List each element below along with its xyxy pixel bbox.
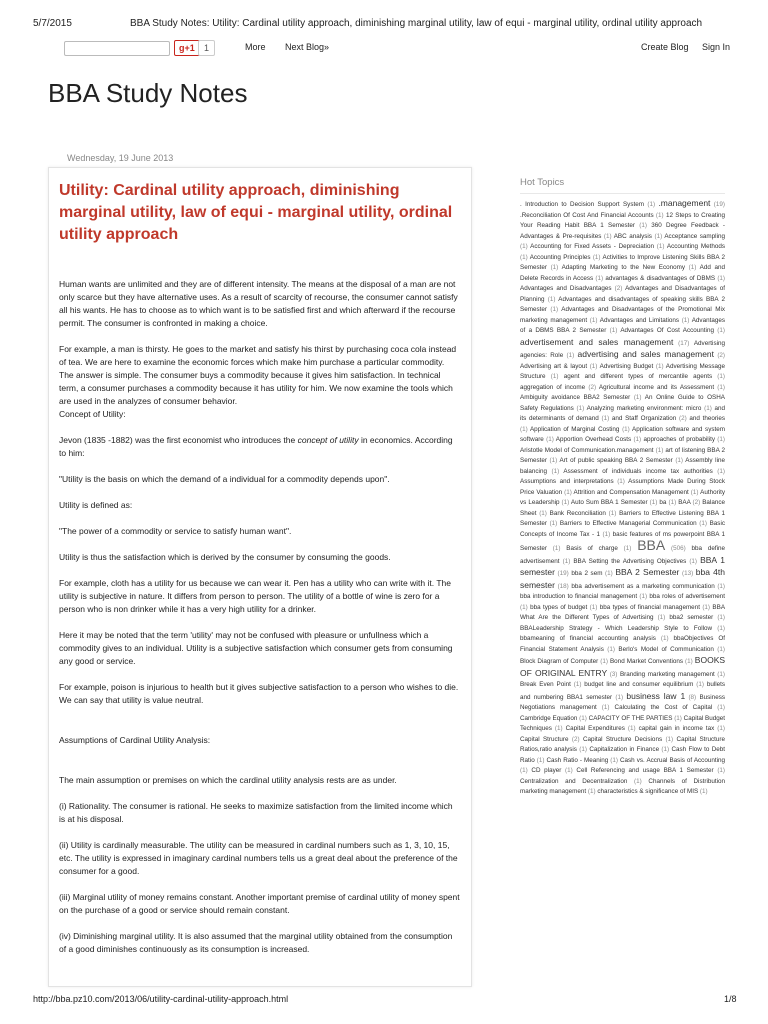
hot-topic-link[interactable]: Capital Structure — [520, 735, 569, 743]
hot-topic-link[interactable]: Application of Marginal Costing — [529, 425, 620, 433]
hot-topic-count: (1) — [701, 404, 712, 412]
hot-topic-count: (1) — [653, 243, 665, 250]
hot-topic-count: (1) — [590, 253, 601, 261]
hot-topic-count: (1) — [662, 735, 674, 743]
hot-topic-link[interactable]: Barriers to Effective Managerial Communication — [559, 520, 697, 527]
paragraph: (iv) Diminishing marginal utility. It is also assumed that the marginal utility obtained from the consumption of a good diminishes continuously as its consumption is increased. — [59, 931, 453, 954]
hot-topic-link[interactable]: business law 1 — [626, 690, 686, 701]
hot-topic-count: (1) — [647, 499, 658, 506]
hot-topic-count: (1) — [696, 520, 707, 527]
hot-topic-count: (1) — [672, 457, 684, 464]
hot-topic-count: (2) — [714, 352, 726, 359]
hot-topic-count: (1) — [655, 635, 669, 642]
hot-topic-count: (1) — [617, 545, 632, 552]
hot-topic-link[interactable]: BBA 1 semester — [520, 554, 725, 577]
paragraph: (iii) Marginal utility of money remains constant. Another important premise of cardinal utility of money spent on the purchase of a good or service should remain constant. — [59, 892, 460, 915]
blog-title[interactable]: BBA Study Notes — [48, 78, 248, 108]
hot-topic-link[interactable]: bba advertisement as a marketing communication — [571, 582, 715, 590]
hot-topic-count: (1) — [714, 670, 725, 678]
hot-topic-count: (1) — [603, 645, 615, 653]
hot-topic-link[interactable]: advantages & disadvantages of DBMS — [605, 274, 716, 282]
hot-topic-count: (1) — [546, 520, 558, 527]
google-plus-count: 1 — [198, 40, 215, 56]
hot-topic-count: (1) — [561, 767, 573, 774]
hot-topic-count: (1) — [551, 725, 563, 732]
hot-topic-count: (1) — [619, 425, 630, 433]
hot-topic-count: (1) — [546, 457, 558, 464]
hot-topic-count: (1) — [546, 467, 560, 475]
hot-topic-count: (19) — [710, 201, 725, 208]
hot-topic-count: (1) — [602, 570, 613, 577]
hot-topic-link[interactable]: Advantages and Limitations — [599, 316, 680, 324]
hot-topic-link[interactable]: BBA Setting the Advertising Objectives — [573, 557, 687, 565]
hot-topic-link[interactable]: Channels of Distribution marketing management — [520, 777, 725, 795]
hot-topic-link[interactable]: BBA — [637, 537, 666, 553]
print-date: 5/7/2015 — [33, 18, 72, 29]
hot-topic-count: (2) — [676, 415, 687, 422]
print-url: http://bba.pz10.com/2013/06/utility-cardinal-utility-approach.html — [33, 994, 289, 1004]
hot-topic-link[interactable]: Advantages and Disadvantages — [520, 285, 612, 292]
hot-topic-count: (17) — [673, 339, 690, 347]
next-blog-link[interactable]: Next Blog» — [285, 42, 330, 52]
hot-topic-count: (1) — [688, 488, 699, 496]
hot-topic-link[interactable]: Business Negotiations management — [520, 693, 725, 711]
paragraph: Utility is defined as: — [59, 500, 133, 510]
hot-topic-link[interactable]: Bond Market Conventions — [609, 658, 684, 665]
hot-topic-count: (1) — [685, 264, 697, 271]
hot-topic-count: (1) — [520, 243, 528, 250]
hot-topic-count: (1) — [534, 756, 545, 764]
hot-topic-link[interactable]: BAA — [678, 499, 691, 506]
hot-topic-link[interactable]: approaches of probability — [643, 436, 715, 443]
hot-topic-link[interactable]: CAPACITY OF THE PARTIES — [588, 714, 673, 722]
hot-topic-count: (1) — [693, 681, 704, 688]
hot-topic-count: (1) — [659, 746, 670, 753]
hot-topic-count: (1) — [643, 201, 656, 208]
hot-topic-link[interactable]: bullets and numbering BBA1 semester — [520, 681, 726, 701]
hot-topic-link[interactable]: Capitalization in Finance — [589, 746, 660, 753]
paragraph: Concept of Utility: — [59, 409, 126, 419]
hot-topic-count: (1) — [631, 436, 642, 443]
hot-topic-link[interactable]: agent and different types of mercantile agents — [563, 373, 713, 380]
hot-topic-count: (1) — [520, 425, 528, 433]
print-title: BBA Study Notes: Utility: Cardinal utility approach, diminishing marginal utility, law of equi - marginal utility, ordinal utility approach — [130, 18, 703, 29]
hot-topic-count: (1) — [712, 467, 725, 475]
more-link[interactable]: More — [245, 42, 266, 52]
paragraph: Here it may be noted that the term 'utility' may not be confused with pleasure or unfullness which a commodity gives to an individual. Utility is a subjective satisfaction which consumer gets from consuming any good or service. — [59, 630, 453, 666]
hot-topic-link[interactable]: Accounting Methods — [666, 243, 725, 250]
hot-topic-link[interactable]: Aristotle Model of Communication.management — [520, 446, 654, 454]
hot-topic-link[interactable]: Cash Flow to Debt Ratio — [520, 746, 726, 764]
hot-topic-count: (1) — [596, 704, 610, 711]
hot-topic-link[interactable]: bba types of financial management — [599, 603, 700, 611]
hot-topic-count: (1) — [653, 211, 664, 219]
hot-topic-count: (1) — [672, 714, 682, 722]
hot-topic-count: (1) — [559, 499, 570, 506]
paragraph: For example, cloth has a utility for us because we can wear it. Pen has a utility who can write with it. The utility is subjective in nature. It differs from person to person. The utility of a bottle of wine is zero for a person who is non drinker while it has a very high utility for a drinker. — [59, 578, 451, 614]
hot-topic-count: (1) — [714, 725, 726, 732]
blogger-navbar — [0, 36, 768, 58]
hot-topic-link[interactable]: Capital Expenditures — [565, 725, 625, 732]
hot-topic-count: (1) — [651, 232, 663, 240]
hot-topic-link[interactable]: Accounting Principles — [529, 253, 591, 261]
hot-topic-link[interactable]: Accounting for Fixed Assets - Depreciation — [530, 243, 654, 250]
hot-topic-count: (1) — [605, 509, 617, 517]
paragraph: Utility is thus the satisfaction which is derived by the consumer by consuming the goods. — [59, 552, 391, 562]
hot-topic-link[interactable]: characteristics & significance of MIS — [597, 788, 699, 795]
hot-topic-count: (1) — [683, 658, 693, 665]
hot-topic-link[interactable]: capital gain in income tax — [638, 725, 715, 732]
hot-topic-count: (1) — [712, 624, 725, 632]
hot-topic-count: (1) — [698, 788, 708, 795]
hot-topic-count: (2) — [690, 499, 701, 506]
hot-topic-link[interactable]: BBA What Are the Different Types of Advertising — [520, 603, 726, 621]
hot-topic-count: (1) — [653, 614, 666, 621]
hot-topic-count: (1) — [587, 603, 598, 611]
hot-topic-link[interactable]: Advertising agencies: Role — [520, 339, 725, 359]
hot-topic-count: (1) — [608, 756, 618, 764]
hot-topic-count: (1) — [699, 603, 711, 611]
hot-topic-link[interactable]: BOOKS OF ORIGINAL ENTRY — [520, 655, 726, 678]
hot-topic-link[interactable]: Bank Reconciliation — [549, 509, 606, 517]
paragraph: For example, poison is injurious to health but it gives subjective satisfaction to a person who wishes to die. We can say that utility is value neutral. — [59, 682, 459, 705]
paragraph: "The power of a commodity or service to satisfy human want". — [59, 526, 292, 536]
hot-topic-link[interactable]: Barriers to Effective Listening BBA 1 Semester — [520, 509, 726, 527]
hot-topic-count: (1) — [543, 436, 554, 443]
hot-topic-link[interactable]: bba roles of advertisement — [649, 593, 726, 600]
hot-topic-link[interactable]: ABC analysis — [613, 232, 652, 240]
hot-topic-count: (1) — [637, 593, 648, 600]
hot-topic-count: (1) — [714, 436, 725, 443]
hot-topic-link[interactable]: Advertising Message Structure — [520, 362, 726, 380]
hot-topic-link[interactable]: 12 Steps to Creating Your Reading Habit BBA 1 Semester — [520, 211, 725, 229]
sign-in-link[interactable]: Sign In — [702, 42, 731, 52]
hot-topic-link[interactable]: Ambiguity avoidance BBA2 Semester — [520, 394, 631, 401]
hot-topic-link[interactable]: bbameaning of financial accounting analysis — [520, 635, 656, 642]
hot-topic-link[interactable]: Cambridge Equation — [520, 714, 578, 722]
print-page-number: 1/8 — [724, 994, 737, 1004]
hot-topic-count: (1) — [715, 274, 726, 282]
hot-topic-link[interactable]: Calculating the Cost of Capital — [614, 704, 713, 711]
paragraph: The main assumption or premises on which the cardinal utility analysis rests are as under. — [59, 775, 397, 785]
paragraph-text: in economics. According to him: — [59, 435, 453, 458]
hot-topic-count: (1) — [546, 545, 561, 552]
hot-topic-link[interactable]: An Online Guide to OSHA Safety Regulations — [520, 394, 726, 412]
hot-topic-count: (1) — [520, 253, 528, 261]
hot-topic-count: (1) — [713, 327, 725, 334]
hot-topic-link[interactable]: . Introduction to Decision Support System — [520, 201, 644, 208]
hot-topic-count: (1) — [712, 704, 725, 711]
hot-topic-link[interactable]: Analyzing marketing environment: micro — [586, 404, 702, 412]
hot-topic-count: (1) — [593, 274, 604, 282]
hot-topic-link[interactable]: Authority vs Leadership — [520, 488, 726, 506]
hot-topic-link[interactable]: budget line and consumer equilibrium — [584, 681, 694, 688]
print-footer — [0, 992, 768, 1012]
hot-topic-link[interactable]: Acceptance sampling — [664, 232, 725, 240]
hot-topic-count: (1) — [713, 614, 726, 621]
hot-topic-count: (1) — [634, 222, 647, 229]
hot-topic-count: (2) — [611, 285, 623, 292]
hot-topic-count: (1) — [587, 362, 598, 370]
print-header — [0, 0, 768, 30]
hot-topic-link[interactable]: Advertising art & layout — [520, 362, 588, 370]
hot-topics-list — [520, 198, 725, 798]
hot-topic-count: (1) — [713, 767, 726, 774]
hot-topic-link[interactable]: and theories — [689, 415, 726, 422]
hot-topic-link[interactable]: 360 Degree Feedback - Advantages & Pre-requisites — [520, 222, 725, 240]
hot-topic-count: (506) — [665, 545, 686, 552]
hot-topic-link[interactable]: bba introduction to financial management — [520, 593, 638, 600]
hot-topic-count: (3) — [607, 670, 618, 678]
hot-topic-count: (1) — [600, 530, 611, 538]
hot-topic-link[interactable]: Capital Structure Decisions — [582, 735, 663, 743]
hot-topic-count: (1) — [577, 714, 587, 722]
hot-topic-link[interactable]: Cell Referencing and usage BBA 1 Semester — [576, 767, 714, 774]
hot-topic-count: (1) — [627, 777, 642, 785]
section-heading: Assumptions of Cardinal Utility Analysis: — [59, 735, 211, 745]
hot-topic-count: (1) — [562, 488, 572, 496]
hot-topic-count: (1) — [712, 373, 725, 380]
hot-topic-link[interactable]: advertising and sales management — [577, 349, 715, 359]
hot-topic-link[interactable]: Art of public speaking BBA 2 Semester — [559, 457, 673, 464]
google-plus-button[interactable]: g+1 — [174, 40, 200, 56]
hot-topic-count: (1) — [576, 746, 587, 753]
hot-topic-link[interactable]: and Staff Organization — [611, 415, 677, 422]
hot-topic-link[interactable]: Basic Concepts of Income Tax - 1 — [520, 520, 725, 538]
post-date: Wednesday, 19 June 2013 — [67, 153, 174, 163]
hot-topic-link[interactable]: Advantages and Disadvantages of Planning — [520, 285, 725, 303]
hot-topic-link[interactable]: bba define advertisement — [520, 545, 726, 565]
hot-topic-count: (1) — [546, 264, 559, 271]
hot-topic-link[interactable]: Basis of charge — [566, 545, 618, 552]
hot-topic-link[interactable]: Balance Sheet — [520, 499, 725, 517]
hot-topic-count: (1) — [624, 725, 636, 732]
paragraph-text: Jevon (1835 -1882) was the first economist who introduces the — [59, 435, 296, 445]
hot-topic-link[interactable]: CD player — [531, 767, 562, 774]
hot-topic-link[interactable]: Assumptions Made During Stock Price Valuation — [520, 478, 725, 496]
hot-topic-link[interactable]: Assembly line balancing — [520, 457, 725, 475]
navbar-search-input[interactable] — [64, 41, 170, 56]
hot-topic-link[interactable]: Capital Budget Techniques — [520, 714, 725, 732]
hot-topics-title: Hot Topics — [520, 177, 565, 188]
hot-topic-count: (1) — [520, 767, 528, 774]
hot-topic-count: (1) — [544, 295, 556, 303]
paragraph — [59, 434, 461, 460]
hot-topic-link[interactable]: Agricultural income and its Assessment — [598, 383, 715, 391]
hot-topic-link[interactable]: Advantages Of Cost Accounting — [620, 327, 714, 334]
hot-topic-link[interactable]: advertisement and sales management — [520, 336, 674, 347]
hot-topic-link[interactable]: Break Even Point — [520, 681, 571, 688]
paragraph: For example, a man is thirsty. He goes to the market and satisfy his thirst by purchasing coca cola instead of tea. We are here to examine the economic forces which make him purchase a particular commodity. The answer is simple. The consumer buys a commodity because it gives him satisfaction. In technical term, a consumer purchases a commodity because it has utility for him. We now examine the tools which are used in the analyzes of consumer behavior. — [59, 344, 457, 406]
hot-topic-count: (1) — [563, 352, 575, 359]
hot-topic-count: (1) — [713, 645, 725, 653]
hot-topic-link[interactable]: Add and Delete Records in Access — [520, 264, 725, 282]
paragraph: (ii) Utility is cardinally measurable. The utility can be measured in cardinal numbers such as 1, 3, 10, 15, etc. The utility is expressed in imaginary cardinal numbers tells us a great deal about the preference of the consumer for a good. — [59, 840, 458, 876]
hot-topic-count: (1) — [630, 394, 642, 401]
hot-topic-link[interactable]: Advertising Budget — [599, 362, 654, 370]
hot-topic-link[interactable]: .management — [658, 198, 711, 208]
hot-topic-count: (1) — [612, 693, 624, 701]
hot-topic-count: (1) — [546, 306, 559, 313]
hot-topic-count: (1) — [601, 232, 612, 240]
hot-topic-count: (1) — [686, 557, 698, 565]
hot-topic-count: (19) — [554, 570, 569, 577]
hot-topic-count: (2) — [568, 735, 580, 743]
hot-topic-link[interactable]: Capital Structure Ratios,ratio analysis — [520, 735, 726, 753]
hot-topic-link[interactable]: Assessment of individuals income tax authorities — [563, 467, 713, 475]
hot-topic-link[interactable]: .Reconciliation Of Cost And Financial Accounts — [520, 211, 654, 219]
hot-topic-link[interactable]: basic features of ms powerpoint BBA 1 Semester — [520, 530, 726, 552]
hot-topic-count: (2) — [585, 383, 597, 391]
hot-topic-count: (1) — [653, 362, 664, 370]
hot-topic-count: (1) — [613, 478, 625, 485]
hot-topic-count: (1) — [545, 373, 559, 380]
hot-topic-count: (1) — [598, 658, 608, 665]
hot-topic-link[interactable]: bbaObjectives Of Financial Statement Analysis — [520, 635, 725, 653]
hot-topic-count: (1) — [570, 681, 582, 688]
paragraph: Human wants are unlimited and they are of different intensity. The means at the disposal of a man are not only scarce but they have alternative uses. As a result of scarcity of recourse, the consumer cannot satisfy all his wants. He has to choose as to which want is to be satisfied first and which afterward if the recourse permit. The consumer is confronted in making a choice. — [59, 279, 458, 328]
hot-topic-count: (1) — [587, 316, 598, 324]
hot-topic-link[interactable]: Auto Sum BBA 1 Semester — [570, 499, 648, 506]
hot-topic-link[interactable]: BBA 2 Semester — [615, 567, 680, 577]
hot-topic-count: (8) — [685, 693, 697, 701]
hot-topic-link[interactable]: Activities to Improve Listening Skills BBA 2 Semester — [520, 253, 726, 271]
hot-topic-count: (1) — [679, 316, 690, 324]
hot-topic-count: (1) — [536, 509, 547, 517]
hot-topic-count: (1) — [606, 327, 618, 334]
hot-topic-count: (1) — [573, 404, 585, 412]
create-blog-link[interactable]: Create Blog — [641, 42, 689, 52]
hot-topic-count: (1) — [598, 415, 610, 422]
hot-topic-link[interactable]: Advantages and disadvantages of speaking skills BBA 2 Semester — [520, 295, 725, 313]
hot-topic-link[interactable]: Block Diagram of Computer — [520, 658, 599, 665]
hot-topic-count: (18) — [554, 582, 569, 590]
hot-topic-count: (1) — [520, 603, 528, 611]
hot-topic-link[interactable]: bba types of budget — [530, 603, 588, 611]
post-body — [59, 278, 461, 956]
hot-topic-link[interactable]: Cash vs. Accrual Basis of Accounting — [619, 756, 725, 764]
hot-topic-link[interactable]: Assumptions and interpretations — [520, 478, 614, 485]
hot-topic-link[interactable]: Attrition and Compensation Management — [573, 488, 689, 496]
hot-topic-link[interactable]: Cash Ratio - Meaning — [546, 756, 609, 764]
hot-topic-count: (1) — [653, 446, 664, 454]
hot-topic-link[interactable]: bba2 semester — [669, 614, 714, 621]
hot-topic-count: (1) — [559, 557, 571, 565]
hot-topic-link[interactable]: aggregation of income — [520, 383, 586, 391]
hot-topic-count: (1) — [666, 499, 677, 506]
post-title[interactable]: Utility: Cardinal utility approach, diminishing marginal utility, law of equi - marginal utility, ordinal utility approach — [59, 182, 453, 243]
hot-topic-link[interactable]: bba 4th semester — [520, 567, 725, 590]
hot-topic-link[interactable]: ba — [659, 499, 667, 506]
hot-topic-link[interactable]: bba 2 sem — [571, 570, 603, 577]
hot-topic-link[interactable]: art of listening BBA 2 Semester — [520, 446, 725, 464]
hot-topic-link[interactable]: Adapting Marketing to the New Economy — [561, 264, 686, 271]
paragraph: "Utility is the basis on which the demand of a individual for a commodity depends upon". — [59, 474, 390, 484]
hot-topic-link[interactable]: Apportion Overhead Costs — [555, 436, 632, 443]
hot-topic-link[interactable]: Advantages and Disadvantages of the Promotional Mix marketing management — [520, 306, 725, 324]
paragraph: (i) Rationality. The consumer is rational. He seeks to maximize satisfaction from the limited income which is at his disposal. — [59, 801, 453, 824]
hot-topic-count: (13) — [679, 570, 694, 577]
hot-topic-count: (1) — [714, 582, 726, 590]
emphasis-text: concept of utility — [297, 435, 359, 445]
hot-topic-count: (1) — [586, 788, 596, 795]
hot-topic-link[interactable]: BBALeadership Strategy - Which Leadership Style to Follow — [520, 624, 713, 632]
hot-topic-count: (1) — [714, 383, 725, 391]
hot-topic-link[interactable]: Application software and system software — [520, 425, 725, 443]
hot-topic-link[interactable]: Berlo's Model of Communication — [618, 645, 714, 653]
hot-topic-link[interactable]: and its determinants of demand — [520, 404, 726, 422]
hot-topic-link[interactable]: Centralization and Decentralization — [520, 777, 628, 785]
sidebar-divider — [520, 193, 725, 194]
hot-topic-link[interactable]: Branding marketing management — [619, 670, 715, 678]
hot-topic-link[interactable]: Advantages of a DBMS BBA 2 Semester — [520, 316, 725, 334]
